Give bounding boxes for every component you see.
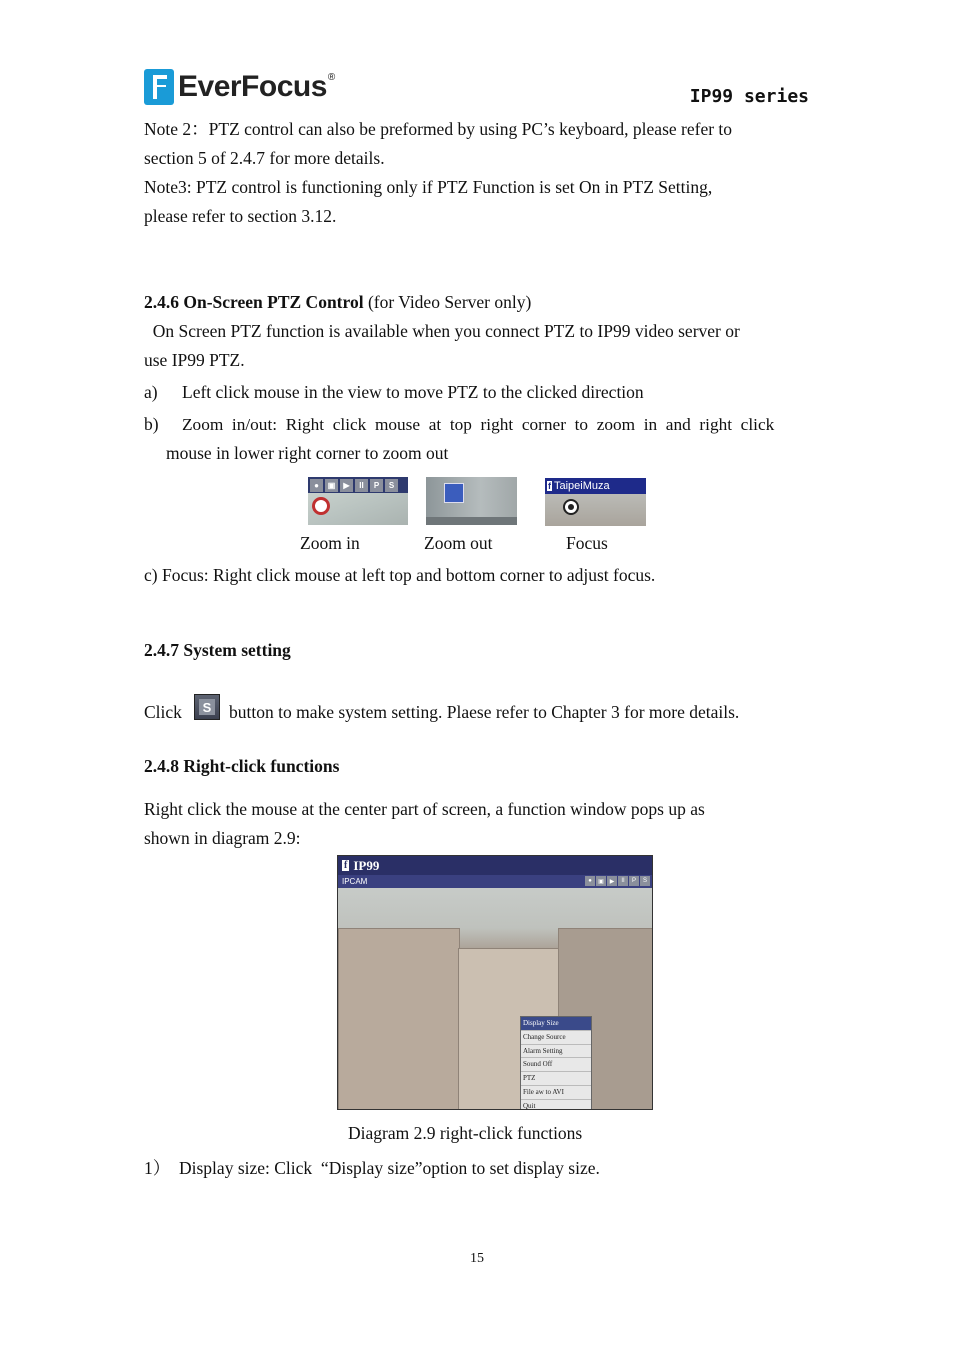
item-c-text: c) Focus: Right click mouse at left top and bottom corner to adjust focus. xyxy=(144,565,656,585)
setting-icon: S xyxy=(640,876,650,886)
diagram-camera-label: IPCAM xyxy=(342,877,368,886)
everfocus-mini-logo-icon: f xyxy=(548,481,551,491)
menu-item-alarm-setting: Alarm Setting xyxy=(521,1045,591,1059)
zoom-out-cursor-icon xyxy=(444,483,464,503)
diagram-titlebar xyxy=(338,856,652,875)
menu-item-display-size: Display Size xyxy=(521,1017,591,1031)
zoom-in-thumbnail xyxy=(308,477,408,525)
focus-thumbnail-title: TaipeiMuza xyxy=(554,480,610,492)
section-246-heading xyxy=(144,288,810,317)
menu-item-sound-off: Sound Off xyxy=(521,1058,591,1072)
item-a-label: a) xyxy=(144,382,158,402)
section-248-heading: 2.4.8 Right-click functions xyxy=(144,756,340,776)
record-icon: ● xyxy=(585,876,595,886)
ptz-icon: P xyxy=(629,876,639,886)
record-icon: ● xyxy=(310,479,323,492)
item-a-text: Left click mouse in the view to move PTZ to the clicked direction xyxy=(182,382,644,402)
note2-line2: section 5 of 2.4.7 for more details. xyxy=(144,148,385,168)
setting-icon: S xyxy=(385,479,398,492)
list-item-1: 1） Display size: Click “Display size”option to set display size. xyxy=(144,1158,600,1178)
section-248-line2: shown in diagram 2.9: xyxy=(144,828,301,848)
diagram-camera-bar xyxy=(338,875,652,888)
item-b-text-line1: Zoom in/out: Right click mouse at top right corner to zoom in and right click xyxy=(182,415,775,434)
snapshot-icon: ▣ xyxy=(596,876,606,886)
diagram-toolbar xyxy=(585,876,650,886)
menu-item-file-to-avi: File aw to AVI xyxy=(521,1086,591,1100)
play-icon: ▶ xyxy=(607,876,617,886)
building xyxy=(338,928,460,1110)
focus-thumbnail xyxy=(545,478,646,526)
menu-item-ptz: PTZ xyxy=(521,1072,591,1086)
menu-item-quit: Quit xyxy=(523,1101,536,1110)
logo-text: EverFocus xyxy=(178,70,327,103)
right-click-menu xyxy=(520,1016,592,1110)
item-b-text-line2: mouse in lower right corner to zoom out xyxy=(166,443,449,463)
series-label: IP99 series xyxy=(689,86,809,107)
logo-registered-mark: ® xyxy=(327,72,336,83)
diagram-caption: Diagram 2.9 right-click functions xyxy=(348,1123,583,1143)
section-246-intro-line2: use IP99 PTZ. xyxy=(144,350,245,370)
play-icon: ▶ xyxy=(340,479,353,492)
note3-line2: please refer to section 3.12. xyxy=(144,206,337,226)
section-247-text: button to make system setting. Plaese refer to Chapter 3 for more details. xyxy=(229,702,740,722)
snapshot-icon: ▣ xyxy=(325,479,338,492)
note2-line1: Note 2：PTZ control can also be preformed by using PC’s keyboard, please refer to xyxy=(144,119,733,139)
menu-item-change-source: Change Source xyxy=(521,1031,591,1045)
focus-cursor-icon xyxy=(563,499,579,515)
pause-icon: II xyxy=(355,479,368,492)
thumbnail-toolbar xyxy=(308,477,408,493)
zoom-out-thumbnail xyxy=(426,477,517,525)
pause-icon: II xyxy=(618,876,628,886)
section-246-intro-line1: On Screen PTZ function is available when you connect PTZ to IP99 video server or xyxy=(144,321,740,341)
system-setting-icon: S xyxy=(194,694,220,720)
caption-zoom-in: Zoom in xyxy=(300,533,360,553)
zoom-in-cursor-icon xyxy=(312,497,330,515)
item-b-label: b) xyxy=(144,414,159,434)
everfocus-logo xyxy=(144,68,335,106)
section-246-heading-bold: 2.4.6 On-Screen PTZ Control xyxy=(144,292,364,312)
caption-zoom-out: Zoom out xyxy=(424,533,493,553)
caption-focus: Focus xyxy=(566,533,608,553)
focus-thumbnail-titlebar xyxy=(545,478,646,494)
diagram-window-title: IP99 xyxy=(353,857,380,873)
page-number: 15 xyxy=(470,1251,484,1266)
ptz-icon: P xyxy=(370,479,383,492)
section-248-line1: Right click the mouse at the center part of screen, a function window pops up as xyxy=(144,799,705,819)
everfocus-logo-icon xyxy=(144,69,174,105)
note3-line1: Note3: PTZ control is functioning only if PTZ Function is set On in PTZ Setting, xyxy=(144,177,713,197)
diagram-screenshot xyxy=(337,855,653,1110)
camera-view-image xyxy=(338,888,652,1110)
everfocus-mini-logo-icon: f xyxy=(344,860,348,871)
section-246-heading-rest: (for Video Server only) xyxy=(363,292,532,312)
section-247-click: Click xyxy=(144,702,182,722)
thumbnail-ground xyxy=(426,517,517,525)
section-247-heading: 2.4.7 System setting xyxy=(144,640,291,660)
